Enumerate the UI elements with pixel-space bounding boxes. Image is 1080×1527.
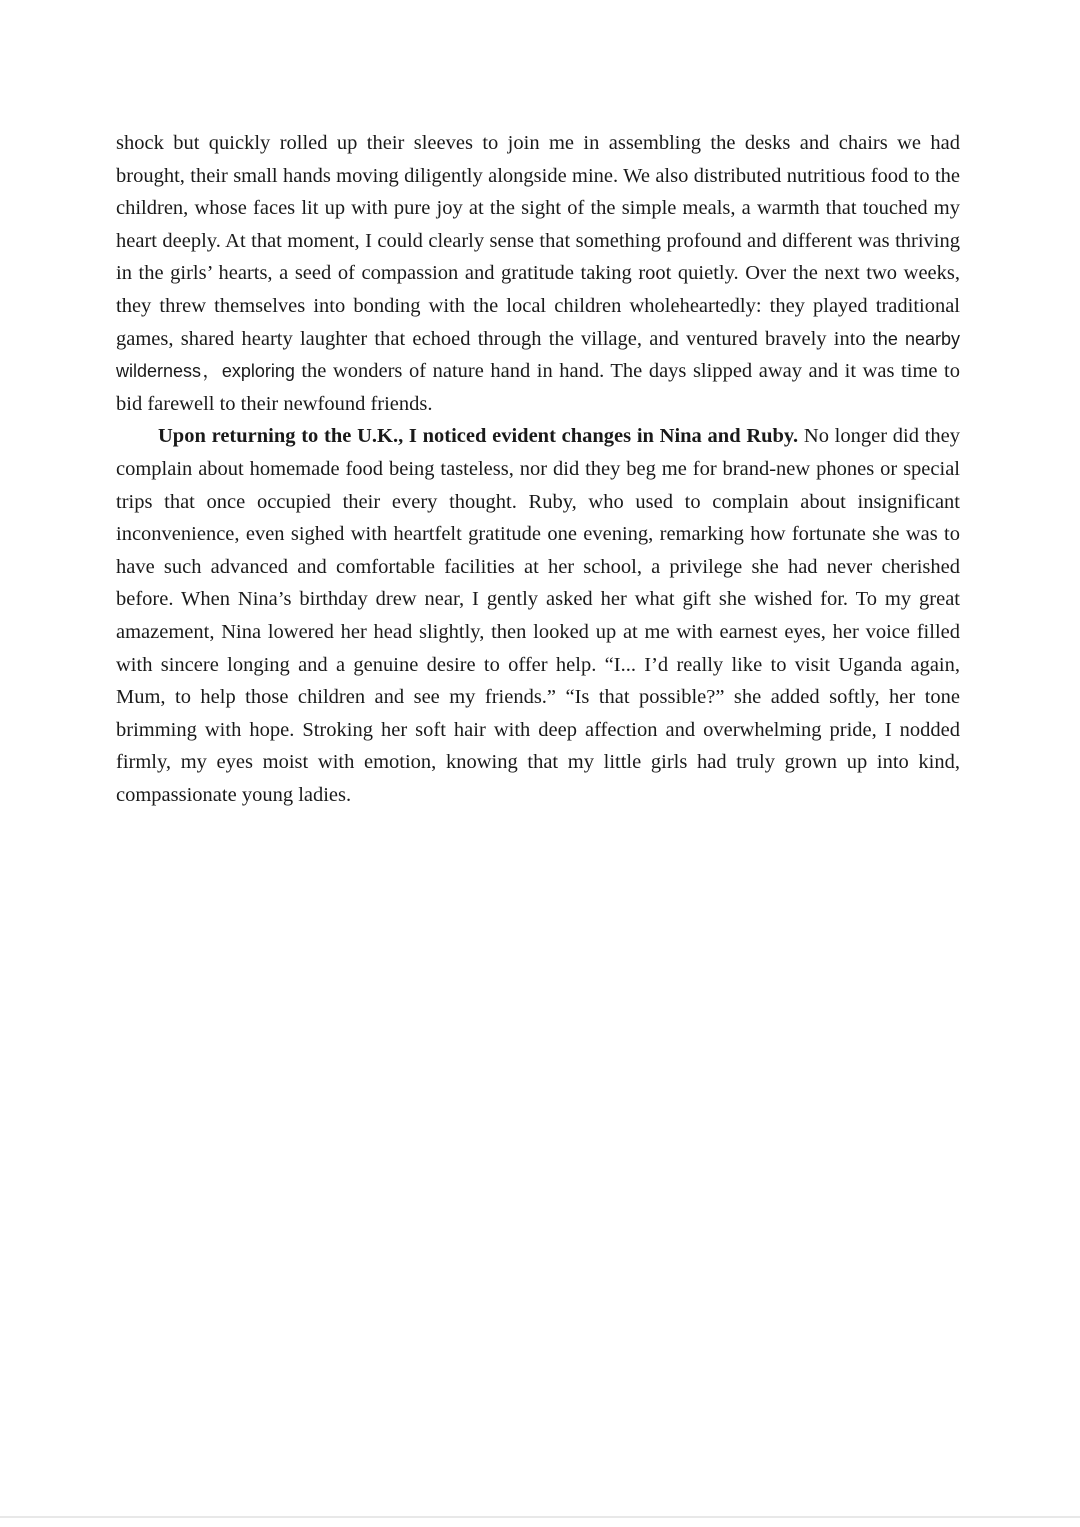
paragraph-2 xyxy=(116,420,960,811)
paragraph-1 xyxy=(116,127,960,420)
page-bottom-edge xyxy=(0,1516,1080,1518)
paragraph-1-text-a: shock but quickly rolled up their sleeves to join me in assembling the desks and chairs we had brought, their small hands moving diligently alongside mine. We also distributed nutritious food to the children, whose faces lit up with pure joy at the sight of the simple meals, a warmth that touched my heart deeply. At that moment, I could clearly sense that something profound and different was thriving in the girls’ hearts, a seed of compassion and gratitude taking root quietly. Over the next two weeks, they threw themselves into bonding with the local children wholeheartedly: they played traditional games, shared hearty laughter that echoed through the village, and ventured bravely into xyxy=(116,132,960,350)
story-text xyxy=(116,127,960,811)
paragraph-1-text-b: the wonders of nature hand in hand. The days slipped away and it was time to bid farewell to their newfound friends. xyxy=(116,360,960,415)
inserted-handwritten-phrase: the nearby wilderness，exploring xyxy=(116,328,960,382)
paragraph-2-text: No longer did they complain about homemade food being tasteless, nor did they beg me for brand-new phones or special trips that once occupied their every thought. Ruby, who used to complain about insignificant inconvenience, even sighed with heartfelt gratitude one evening, remarking how fortunate she was to have such advanced and comfortable facilities at her school, a privilege she had never cherished before. When Nina’s birthday drew near, I gently asked her what gift she wished for. To my great amazement, Nina lowered her head slightly, then looked up at me with earnest eyes, her voice filled with sincere longing and a genuine desire to offer help. “I... I’d really like to visit Uganda again, Mum, to help those children and see my friends.” “Is that possible?” she added softly, her tone brimming with hope. Stroking her soft hair with deep affection and overwhelming pride, I nodded firmly, my eyes moist with emotion, knowing that my little girls had truly grown up into kind, compassionate young ladies. xyxy=(116,425,960,806)
paragraph-2-lead-sentence: Upon returning to the U.K., I noticed evident changes in Nina and Ruby. xyxy=(158,425,799,448)
